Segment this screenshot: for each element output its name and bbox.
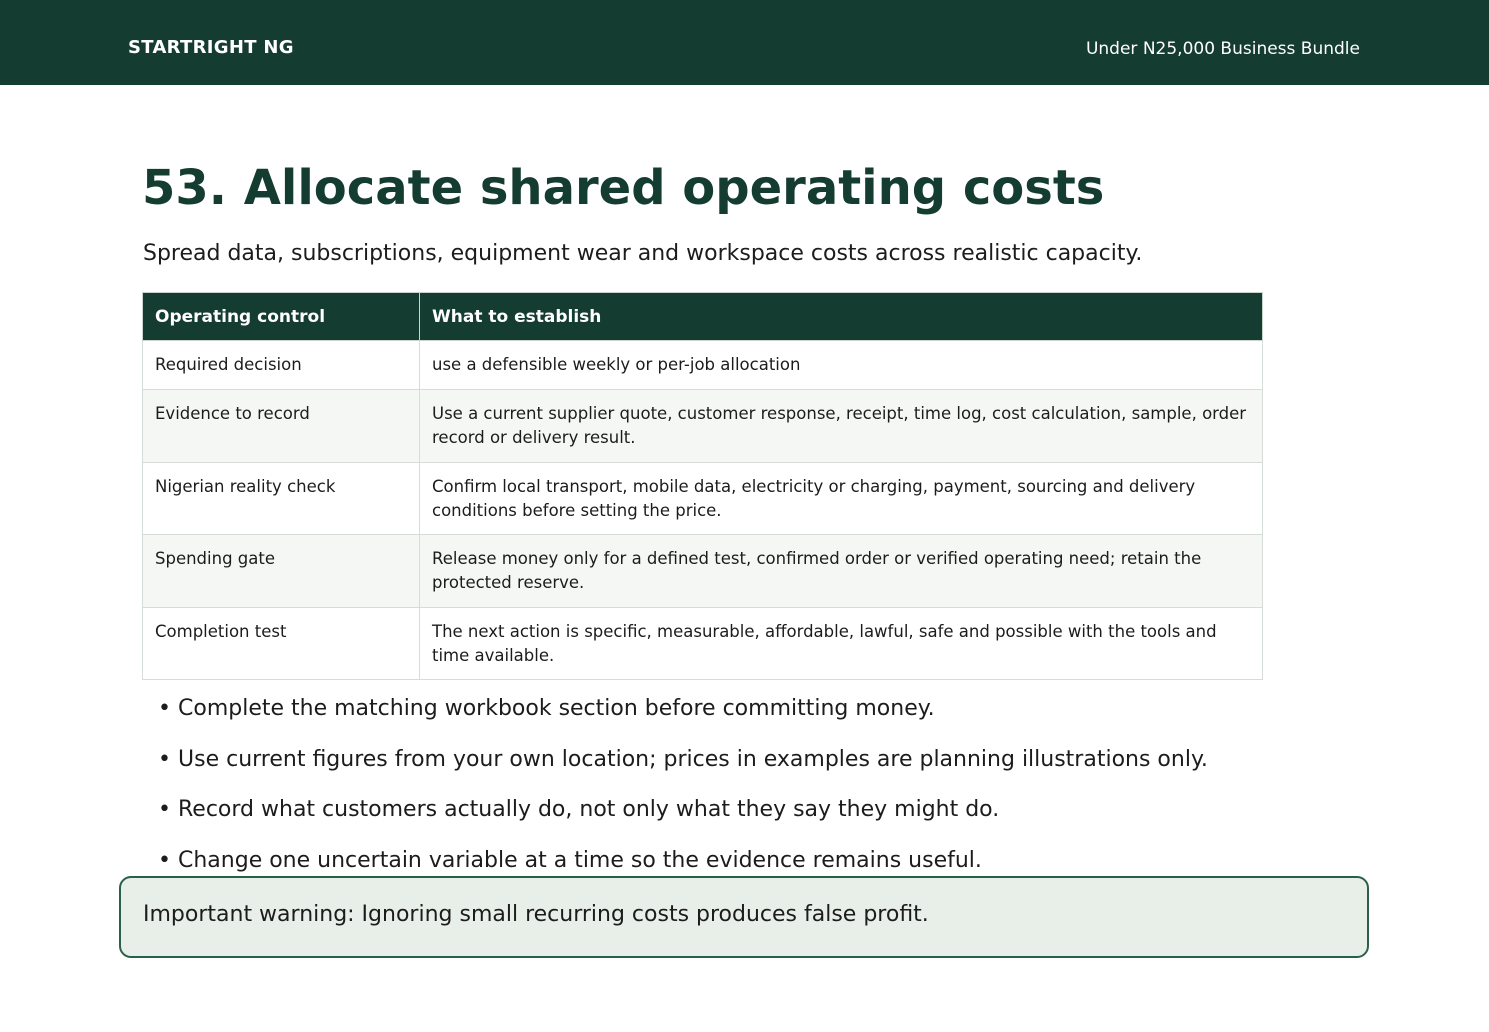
brand-name: STARTRIGHT NG: [128, 37, 294, 58]
control-cell: Evidence to record: [143, 390, 420, 463]
control-cell: Spending gate: [143, 535, 420, 608]
list-item-text: Complete the matching workbook section before committing money.: [178, 696, 935, 721]
list-item: [158, 690, 1208, 741]
top-banner: [0, 0, 1489, 85]
control-cell: Nigerian reality check: [143, 463, 420, 535]
warning-callout: [119, 876, 1369, 958]
list-item-text: Record what customers actually do, not only what they say they might do.: [178, 797, 1000, 822]
establish-cell: The next action is specific, measurable, affordable, lawful, safe and possible with the tools and time available.: [420, 608, 1263, 680]
operating-controls-table: [142, 292, 1263, 680]
bullet-icon: •: [158, 847, 171, 873]
list-item-text: Use current figures from your own location; prices in examples are planning illustrations only.: [178, 746, 1208, 772]
warning-text: Important warning: Ignoring small recurring costs produces false profit.: [143, 902, 929, 927]
control-cell: Completion test: [143, 608, 420, 680]
list-item-text: Change one uncertain variable at a time so the evidence remains useful.: [178, 847, 982, 873]
bullet-icon: •: [158, 746, 171, 772]
page-title: 53. Allocate shared operating costs: [142, 160, 1105, 216]
table-row: [143, 463, 1263, 535]
table-row: [143, 341, 1263, 390]
list-item: [158, 791, 1208, 842]
column-header-operating-control: Operating control: [143, 293, 420, 341]
column-header-what-to-establish: What to establish: [420, 293, 1263, 341]
guidance-list: [158, 690, 1208, 892]
table-row: [143, 608, 1263, 680]
table-header-row: [143, 293, 1263, 341]
table-row: [143, 535, 1263, 608]
establish-cell: Release money only for a defined test, confirmed order or verified operating need; retain the protected reserve.: [420, 535, 1263, 608]
control-cell: Required decision: [143, 341, 420, 390]
establish-cell: Use a current supplier quote, customer response, receipt, time log, cost calculation, sample, order record or delivery result.: [420, 390, 1263, 463]
table-row: [143, 390, 1263, 463]
bundle-label: Under N25,000 Business Bundle: [1085, 39, 1360, 59]
bullet-icon: •: [158, 696, 171, 721]
bullet-icon: •: [158, 797, 171, 822]
establish-cell: use a defensible weekly or per-job allocation: [420, 341, 1263, 390]
establish-cell: Confirm local transport, mobile data, electricity or charging, payment, sourcing and delivery conditions before setting the price.: [420, 463, 1263, 535]
list-item: [158, 741, 1208, 792]
page-subtitle: Spread data, subscriptions, equipment wear and workspace costs across realistic capacity.: [143, 241, 1143, 266]
